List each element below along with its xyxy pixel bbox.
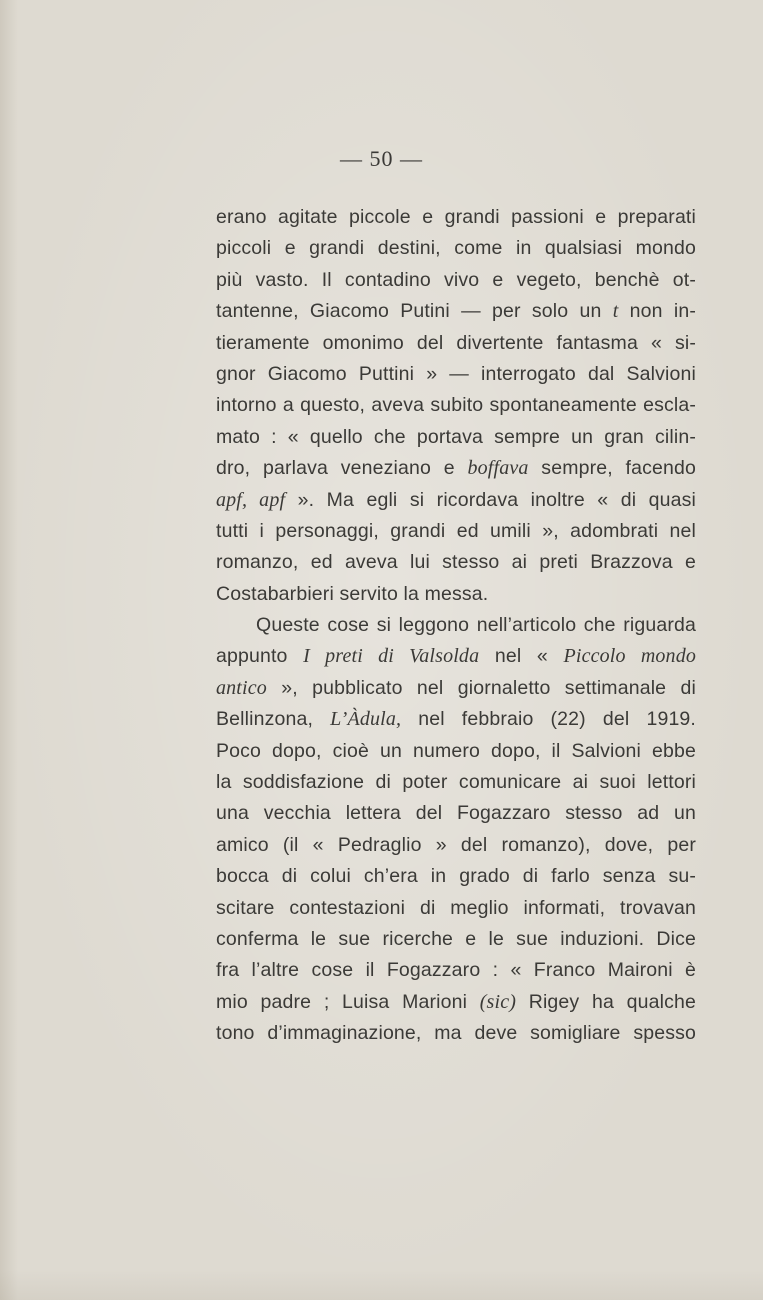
text-line (216, 453, 696, 484)
text-line (216, 987, 696, 1018)
text-line (216, 893, 696, 924)
text-line (216, 1018, 696, 1049)
body-text (216, 202, 696, 1050)
text-line (216, 830, 696, 861)
italic-run: antico (216, 676, 267, 699)
text-run: una vecchia lettera del Fogazzaro stesso ad un (216, 802, 696, 825)
text-line (216, 359, 696, 390)
page-number: — 50 — (340, 146, 423, 171)
text-line (216, 390, 696, 421)
text-line (216, 955, 696, 986)
text-run: nel « (479, 645, 564, 668)
text-run: Poco dopo, cioè un numero dopo, il Salvioni ebbe (216, 739, 696, 762)
text-run: tono d’immaginazione, ma deve somigliare spesso (216, 1022, 696, 1045)
text-run: tantenne, Giacomo Putini — per solo un (216, 300, 613, 323)
text-line (216, 265, 696, 296)
text-run: ». Ma egli si ricordava inoltre « di quasi (285, 488, 696, 511)
text-run: Queste cose si leggono nell’articolo che riguarda (256, 614, 696, 637)
text-line (216, 328, 696, 359)
text-run: mio padre ; Luisa Marioni (216, 990, 480, 1013)
italic-run: L’Àdula, (330, 708, 402, 731)
text-line (216, 296, 696, 327)
italic-run: I preti di Valsolda (303, 645, 480, 668)
text-line (216, 422, 696, 453)
text-run: gnor Giacomo Puttini » — interrogato dal Salvioni (216, 362, 696, 385)
text-run: la soddisfazione di poter comunicare ai suoi lettori (216, 771, 696, 794)
text-run: sempre, facendo (528, 457, 696, 480)
text-line (216, 516, 696, 547)
text-line (216, 202, 696, 233)
italic-run: (sic) (479, 990, 517, 1013)
italic-run: apf, apf (216, 488, 286, 511)
text-run: erano agitate piccole e grandi passioni e preparati (216, 206, 696, 228)
text-run: mato : « quello che portava sempre un gran cilin- (216, 425, 696, 448)
text-run: tieramente omonimo del divertente fantasma « si- (216, 331, 696, 354)
text-line (216, 233, 696, 264)
text-line (216, 673, 696, 704)
text-run: Costabarbieri servito la messa. (216, 582, 489, 605)
text-run: dro, parlava veneziano e (216, 457, 468, 480)
text-run: bocca di colui ch’era in grado di farlo senza su- (216, 865, 696, 888)
text-run: », pubblicato nel giornaletto settimanale di (266, 676, 696, 699)
text-run: Bellinzona, (216, 708, 331, 731)
text-line (216, 579, 696, 610)
text-run: romanzo, ed aveva lui stesso ai preti Brazzova e (216, 551, 696, 574)
italic-run: t (612, 300, 619, 323)
text-line (216, 704, 696, 735)
text-line (216, 485, 696, 516)
text-run: scitare contestazioni di meglio informati, trovavan (216, 896, 696, 919)
text-run: piccoli e grandi destini, come in qualsiasi mondo (216, 237, 696, 260)
text-run: intorno a questo, aveva subito spontaneamente escla- (216, 394, 696, 417)
italic-run: Piccolo mondo (563, 645, 697, 668)
text-run: nel febbraio (22) del 1919. (401, 708, 696, 731)
text-line (216, 861, 696, 892)
text-run: tutti i personaggi, grandi ed umili », adombrati nel (216, 519, 696, 542)
text-line (216, 736, 696, 767)
text-run: più vasto. Il contadino vivo e vegeto, benchè ot- (216, 268, 696, 291)
text-line (216, 610, 696, 641)
text-line (216, 641, 696, 672)
text-run: fra l’altre cose il Fogazzaro : « Franco Maironi è (216, 959, 696, 982)
text-run: Rigey ha qualche (516, 990, 696, 1013)
text-line (216, 798, 696, 829)
text-run: conferma le sue ricerche e le sue induzioni. Dice (216, 927, 696, 950)
text-run: appunto (216, 645, 304, 668)
text-line (216, 767, 696, 798)
text-line (216, 547, 696, 578)
text-run: amico (il « Pedraglio » del romanzo), dove, per (216, 833, 696, 856)
text-run: non in- (618, 300, 696, 323)
text-line (216, 924, 696, 955)
italic-run: boffava (467, 457, 529, 480)
